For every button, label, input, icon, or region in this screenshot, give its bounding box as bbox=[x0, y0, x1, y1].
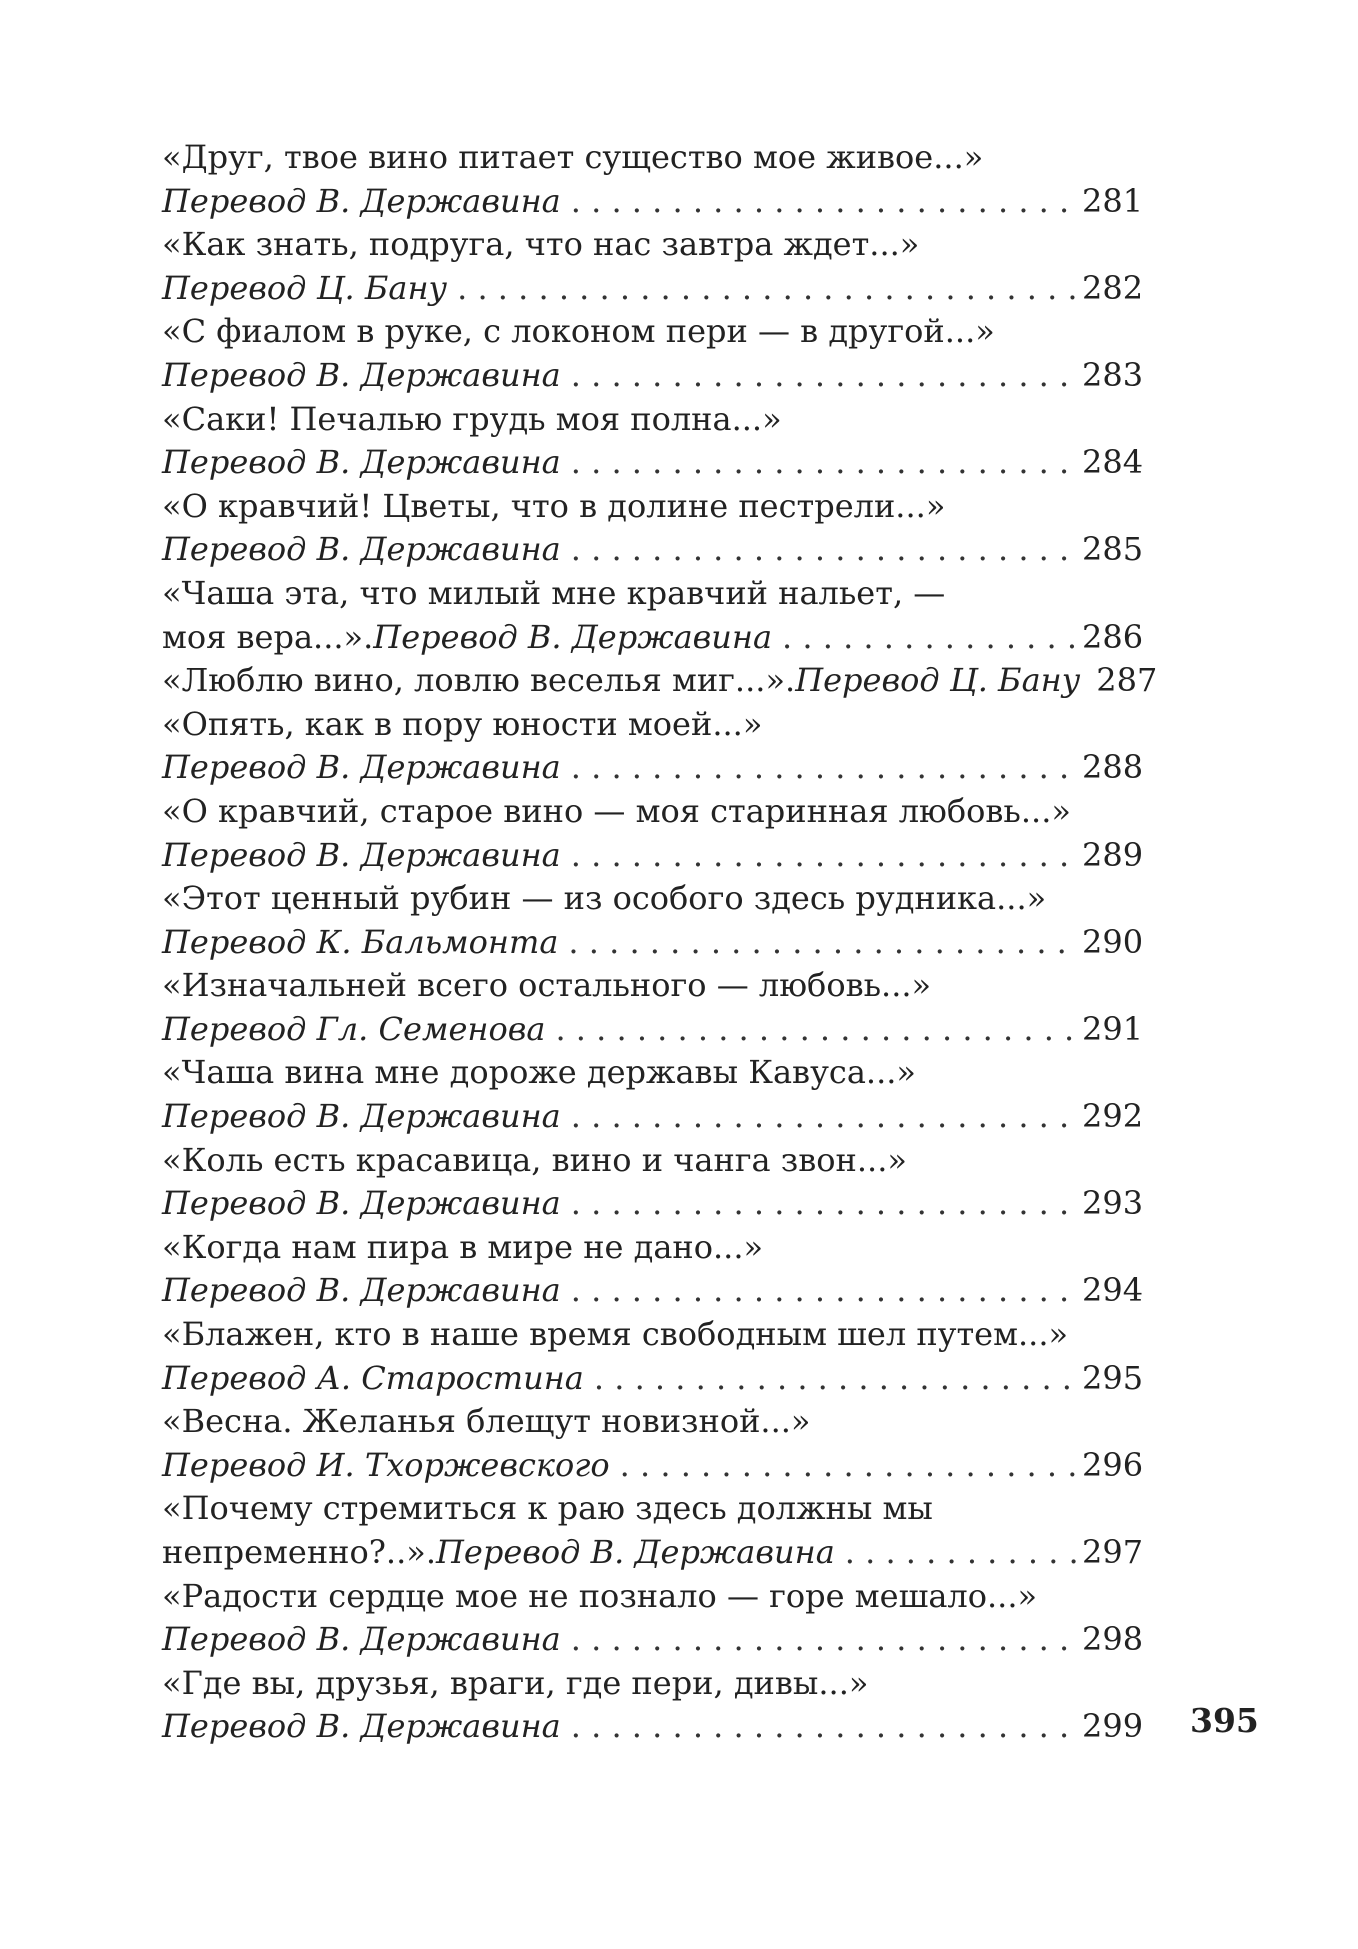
entry-page-number: 282 bbox=[1082, 268, 1144, 307]
entry-row bbox=[162, 616, 1142, 660]
entry-title: «Почему стремиться к раю здесь должны мы bbox=[162, 1489, 933, 1528]
entry-credit: Перевод А. Старостина bbox=[162, 1358, 584, 1397]
leader-dots bbox=[457, 267, 1076, 311]
toc-entry bbox=[162, 1400, 1142, 1487]
entry-page-number: 297 bbox=[1082, 1533, 1144, 1571]
entry-title: «Этот ценный рубин — из особого здесь рудника...» bbox=[162, 879, 1047, 918]
entry-row bbox=[162, 659, 1158, 703]
toc-entry bbox=[162, 1139, 1142, 1226]
leader-dots bbox=[594, 1357, 1076, 1401]
leader-dots bbox=[571, 746, 1076, 790]
leader-dots bbox=[845, 1531, 1076, 1575]
toc-entry bbox=[162, 398, 1142, 485]
entry-credit: Перевод В. Державина bbox=[162, 1271, 561, 1310]
entry-page-number: 291 bbox=[1082, 1009, 1144, 1048]
entry-title: «Блажен, кто в наше время свободным шел путем...» bbox=[162, 1315, 1069, 1354]
entry-row bbox=[162, 921, 1142, 965]
entry-credit: Перевод В. Державина bbox=[162, 1620, 561, 1659]
leader-dots bbox=[620, 1444, 1076, 1488]
toc-entry bbox=[162, 485, 1142, 572]
entry-page-number: 285 bbox=[1082, 530, 1144, 569]
entry-row bbox=[162, 267, 1142, 311]
entry-row bbox=[162, 834, 1142, 878]
toc-entry bbox=[162, 310, 1142, 397]
toc-entry bbox=[162, 790, 1142, 877]
leader-dots bbox=[571, 1095, 1076, 1139]
entry-credit: Перевод И. Тхоржевского bbox=[162, 1445, 610, 1484]
toc-entry bbox=[162, 572, 1142, 659]
entry-page-number: 298 bbox=[1082, 1620, 1144, 1659]
entry-title: «С фиалом в руке, с локоном пери — в другой...» bbox=[162, 312, 995, 351]
entry-row bbox=[162, 1444, 1142, 1488]
entry-page-number: 295 bbox=[1082, 1358, 1144, 1397]
leader-dots bbox=[571, 1182, 1076, 1226]
entry-page-number: 293 bbox=[1082, 1184, 1144, 1223]
entry-title: «Коль есть красавица, вино и чанга звон...» bbox=[162, 1140, 907, 1179]
entry-page-number: 287 bbox=[1096, 661, 1158, 700]
entry-credit: Перевод В. Державина bbox=[373, 617, 773, 656]
entry-page-number: 289 bbox=[1082, 835, 1144, 874]
entry-title: «Когда нам пира в мире не дано...» bbox=[162, 1227, 764, 1266]
toc-entry bbox=[162, 1575, 1142, 1662]
page-number: 395 bbox=[1190, 1701, 1259, 1740]
toc-entry bbox=[162, 1226, 1142, 1313]
entry-page-number: 296 bbox=[1082, 1445, 1144, 1484]
entry-credit: Перевод Ц. Бану bbox=[162, 268, 448, 307]
leader-dots bbox=[782, 616, 1076, 660]
entry-page-number: 299 bbox=[1082, 1707, 1144, 1746]
entry-credit: Перевод В. Державина bbox=[162, 181, 561, 220]
entry-page-number: 283 bbox=[1082, 355, 1144, 394]
entry-row bbox=[162, 1095, 1142, 1139]
entry-credit: Перевод В. Державина bbox=[162, 748, 561, 787]
entry-title: «Весна. Желанья блещут новизной...» bbox=[162, 1402, 811, 1441]
entry-title: «Изначальней всего остального — любовь...» bbox=[162, 966, 932, 1005]
toc-entry bbox=[162, 1662, 1142, 1749]
entry-row bbox=[162, 1269, 1142, 1313]
entry-credit: Перевод В. Державина bbox=[162, 355, 561, 394]
entry-title: «О кравчий, старое вино — моя старинная любовь...» bbox=[162, 791, 1071, 830]
entry-page-number: 284 bbox=[1082, 443, 1144, 482]
leader-dots bbox=[571, 528, 1076, 572]
toc-entry bbox=[162, 1487, 1142, 1574]
toc-entry bbox=[162, 1051, 1142, 1138]
entry-title: «Саки! Печалью грудь моя полна...» bbox=[162, 399, 782, 438]
entry-row bbox=[162, 441, 1142, 485]
entry-row bbox=[162, 1182, 1142, 1226]
leader-dots bbox=[571, 1705, 1076, 1749]
entry-credit: Перевод К. Бальмонта bbox=[162, 922, 559, 961]
entry-row bbox=[162, 1618, 1142, 1662]
entry-credit: Перевод В. Державина bbox=[162, 443, 561, 482]
entry-credit: Перевод В. Державина bbox=[436, 1533, 835, 1571]
entry-row bbox=[162, 1357, 1142, 1401]
leader-dots bbox=[571, 1269, 1076, 1313]
leader-dots bbox=[571, 180, 1076, 224]
toc-entry bbox=[162, 223, 1142, 310]
entry-title: «Радости сердце мое не познало — горе мешало...» bbox=[162, 1576, 1038, 1615]
entry-row bbox=[162, 1531, 1142, 1575]
toc-entry bbox=[162, 136, 1142, 223]
entry-row bbox=[162, 180, 1142, 224]
entry-page-number: 292 bbox=[1082, 1097, 1144, 1136]
entry-title: «Опять, как в пору юности моей...» bbox=[162, 704, 763, 743]
entry-page-number: 294 bbox=[1082, 1271, 1144, 1310]
toc-entry bbox=[162, 1313, 1142, 1400]
entry-title: «Где вы, друзья, враги, где пери, дивы...» bbox=[162, 1663, 869, 1702]
entry-credit: Перевод В. Державина bbox=[162, 835, 561, 874]
entry-row bbox=[162, 1008, 1142, 1052]
entry-credit: Перевод Ц. Бану bbox=[795, 661, 1081, 700]
entry-page-number: 281 bbox=[1082, 181, 1144, 220]
entry-page-number: 290 bbox=[1082, 922, 1144, 961]
entry-title: «Чаша эта, что милый мне кравчий нальет, — bbox=[162, 573, 946, 612]
entry-lead: моя вера...». bbox=[162, 617, 374, 656]
entry-row bbox=[162, 1705, 1142, 1749]
leader-dots bbox=[571, 441, 1076, 485]
entry-page-number: 286 bbox=[1082, 617, 1144, 656]
leader-dots bbox=[571, 834, 1076, 878]
entry-credit: Перевод Гл. Семенова bbox=[162, 1009, 546, 1048]
entry-title: «О кравчий! Цветы, что в долине пестрели...» bbox=[162, 486, 946, 525]
entry-row bbox=[162, 746, 1142, 790]
toc-entry bbox=[162, 659, 1158, 703]
entry-row bbox=[162, 354, 1142, 398]
toc-entry bbox=[162, 964, 1142, 1051]
leader-dots bbox=[568, 921, 1076, 965]
entry-credit: Перевод В. Державина bbox=[162, 1097, 561, 1136]
toc-entry bbox=[162, 877, 1142, 964]
table-of-contents bbox=[162, 136, 1158, 1749]
entry-row bbox=[162, 528, 1142, 572]
entry-lead: непременно?..». bbox=[162, 1533, 437, 1571]
entry-credit: Перевод В. Державина bbox=[162, 1707, 561, 1746]
entry-page-number: 288 bbox=[1082, 748, 1144, 787]
leader-dots bbox=[571, 1618, 1076, 1662]
entry-credit: Перевод В. Державина bbox=[162, 530, 561, 569]
entry-title: «Чаша вина мне дороже державы Кавуса...» bbox=[162, 1053, 916, 1092]
toc-entry bbox=[162, 703, 1142, 790]
leader-dots bbox=[555, 1008, 1076, 1052]
leader-dots bbox=[571, 354, 1076, 398]
entry-title: «Как знать, подруга, что нас завтра ждет...» bbox=[162, 225, 920, 264]
entry-credit: Перевод В. Державина bbox=[162, 1184, 561, 1223]
entry-lead: «Люблю вино, ловлю веселья миг...». bbox=[162, 661, 796, 700]
entry-title: «Друг, твое вино питает существо мое живое...» bbox=[162, 138, 984, 176]
